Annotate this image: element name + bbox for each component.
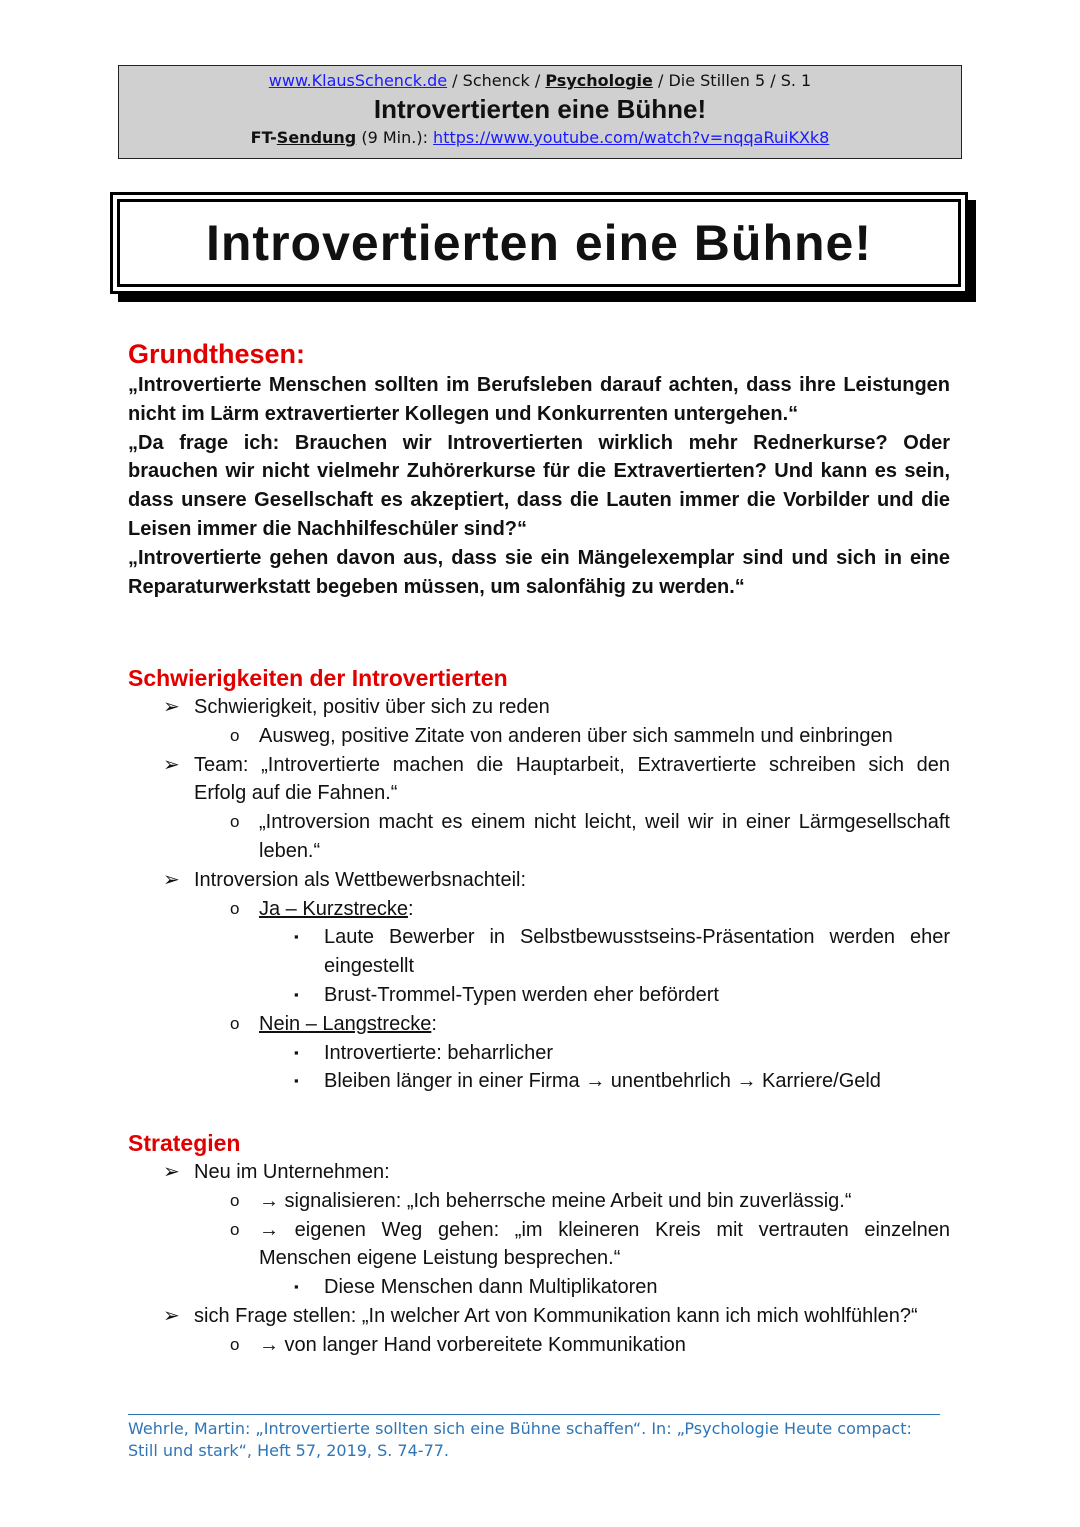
header-rest: / Die Stillen 5 / S. 1 — [652, 71, 812, 90]
circle-bullet-icon: o — [230, 812, 240, 832]
grundthesen-section — [128, 337, 950, 601]
site-link[interactable]: www.KlausSchenck.de — [268, 71, 448, 90]
list-item: o Nein – Langstrecke: — [128, 1010, 950, 1039]
strategien-section — [128, 1128, 950, 1360]
list-item: o Ja – Kurzstrecke: — [128, 895, 950, 924]
list-item: ➢ Team: „Introvertierte machen die Hauptarbeit, Extravertierte schreiben sich den Erfolg auf die Fahnen.“ — [128, 751, 950, 809]
list-item: o → von langer Hand vorbereitete Kommunikation — [128, 1331, 950, 1360]
list-item: o Ausweg, positive Zitate von anderen über sich sammeln und einbringen — [128, 722, 950, 751]
list-item: ▪ Brust-Trommel-Typen werden eher befördert — [128, 981, 950, 1010]
square-bullet-icon: ▪ — [294, 986, 299, 1002]
circle-bullet-icon: o — [230, 1219, 240, 1239]
list-item: ▪ Introvertierte: beharrlicher — [128, 1039, 950, 1068]
quote: „Introvertierte gehen davon aus, dass sie ein Mängelexemplar sind und sich in eine Reparaturwerkstatt begeben müssen, um salonfähig zu werden.“ — [128, 546, 950, 598]
list-item: ▪ Diese Menschen dann Multiplikatoren — [128, 1273, 950, 1302]
header-sep: / Schenck / — [447, 71, 546, 90]
list-item: ▪ Laute Bewerber in Selbstbewusstseins-Präsentation werden eher eingestellt — [128, 923, 950, 981]
footnote-citation: Wehrle, Martin: „Introvertierte sollten sich eine Bühne schaffen“. In: „Psychologie Heute compact: Still und stark“, Heft 57, 2019, S. 74-77. — [128, 1419, 912, 1460]
arrow-bullet-icon: ➢ — [163, 753, 180, 776]
youtube-link[interactable]: https://www.youtube.com/watch?v=nqqaRuiKXk8 — [433, 128, 830, 147]
ft-label: FT- — [250, 128, 277, 147]
sendung-label: Sendung — [276, 128, 357, 147]
schwierigkeiten-section — [128, 663, 950, 1096]
square-bullet-icon: ▪ — [294, 1279, 299, 1295]
square-bullet-icon: ▪ — [294, 1073, 299, 1089]
arrow-bullet-icon: ➢ — [163, 868, 180, 891]
arrow-bullet-icon: ➢ — [163, 696, 180, 718]
header-box — [118, 65, 962, 159]
square-bullet-icon: ▪ — [294, 1044, 299, 1060]
page-title: Introvertierten eine Bühne! — [117, 199, 961, 287]
quote: „Introvertierte Menschen sollten im Berufsleben darauf achten, dass ihre Leistungen nicht im Lärm extravertierter Kollegen und Konkurrenten untergehen.“ — [128, 374, 950, 425]
arrow-bullet-icon: ➢ — [163, 1304, 180, 1327]
circle-bullet-icon: o — [230, 1334, 240, 1354]
circle-bullet-icon: o — [230, 725, 240, 745]
circle-bullet-icon: o — [230, 898, 240, 918]
arrow-bullet-icon: ➢ — [163, 1161, 180, 1183]
list-item: ➢ Introversion als Wettbewerbsnachteil: — [128, 866, 950, 895]
square-bullet-icon: ▪ — [294, 929, 299, 945]
list-item: ▪ Bleiben länger in einer Firma → unentbehrlich → Karriere/Geld — [128, 1067, 950, 1096]
grundthesen-heading: Grundthesen: — [128, 339, 306, 369]
duration: (9 Min.): — [356, 128, 434, 147]
circle-bullet-icon: o — [230, 1190, 240, 1210]
circle-bullet-icon: o — [230, 1013, 240, 1033]
schwierigkeiten-heading: Schwierigkeiten der Introvertierten — [128, 665, 508, 691]
strategien-heading: Strategien — [128, 1130, 241, 1156]
footnote-divider — [128, 1414, 940, 1415]
subject-link: Psychologie — [545, 71, 653, 90]
list-item: ➢ sich Frage stellen: „In welcher Art von Kommunikation kann ich mich wohlfühlen?“ — [128, 1302, 950, 1331]
list-item: ➢ Schwierigkeit, positiv über sich zu reden — [128, 693, 950, 722]
title-box — [110, 192, 968, 294]
list-item: ➢ Neu im Unternehmen: — [128, 1158, 950, 1187]
list-item: o → eigenen Weg gehen: „im kleineren Kreis mit vertrauten einzelnen Menschen eigene Leistung besprechen.“ — [128, 1216, 950, 1274]
header-title: Introvertierten eine Bühne! — [373, 94, 707, 124]
list-item: o „Introversion macht es einem nicht leicht, weil wir in einer Lärmgesellschaft leben.“ — [128, 808, 950, 866]
list-item: o → signalisieren: „Ich beherrsche meine Arbeit und bin zuverlässig.“ — [128, 1187, 950, 1216]
quote: „Da frage ich: Brauchen wir Introvertierten wirklich mehr Rednerkurse? Oder brauchen wir nicht vielmehr Zuhörerkurse für die Extravertierten? Und kann es sein, dass unsere Gesellschaft es akzeptiert, dass die Lauten immer die Vorbilder und die Leisen immer die Nachhilfeschüler sind?“ — [128, 431, 950, 540]
